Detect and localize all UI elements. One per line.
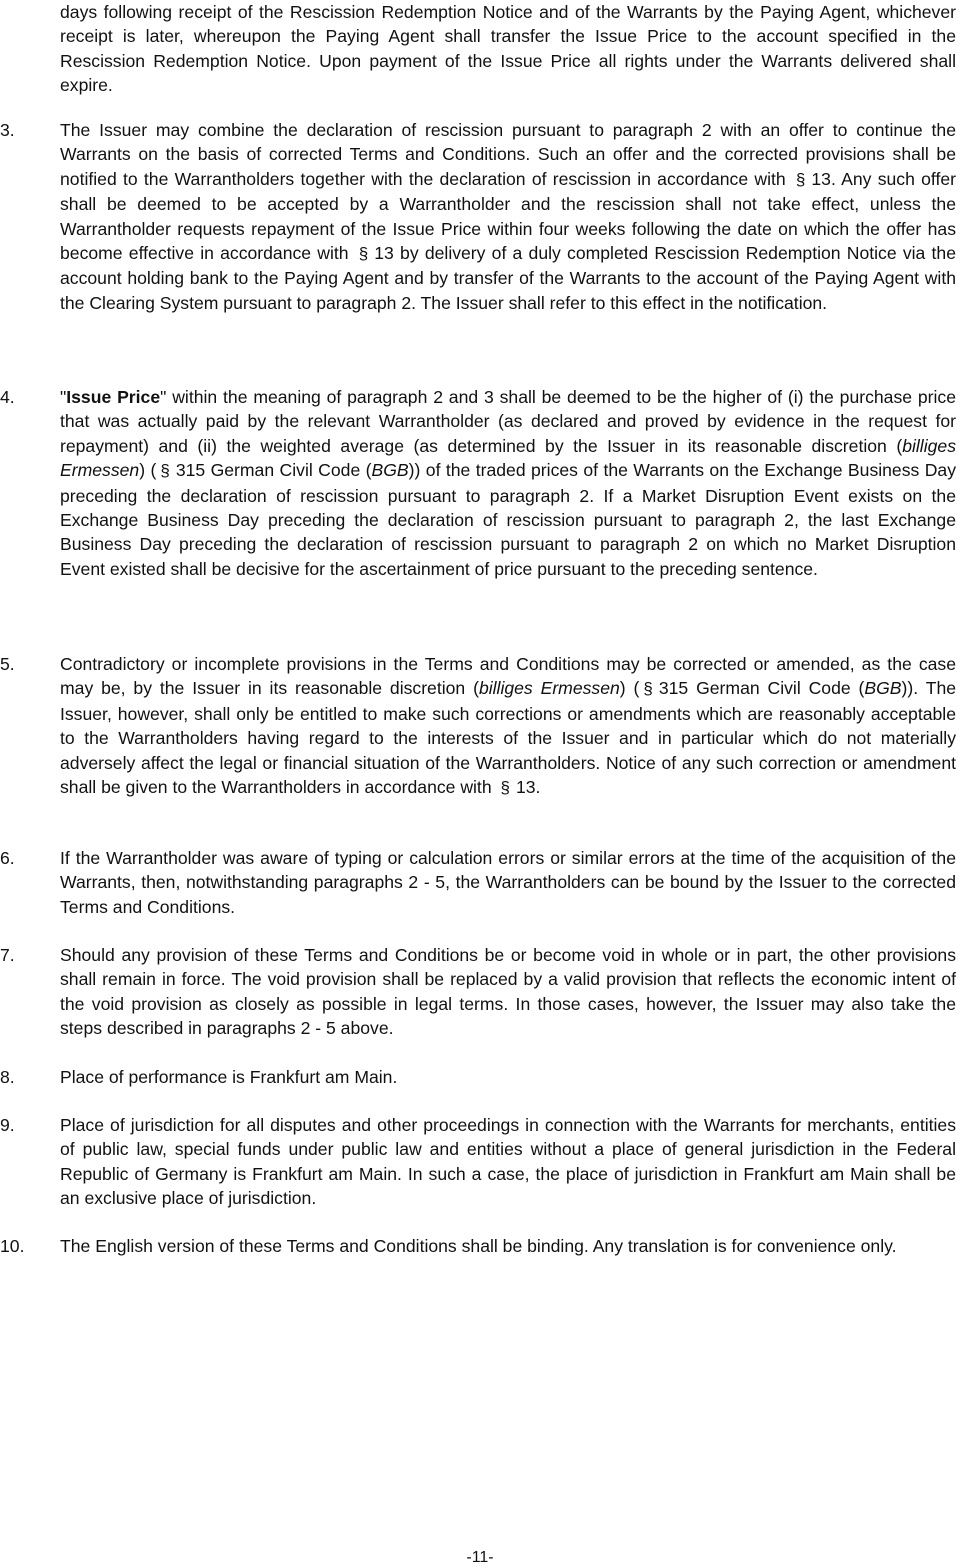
text-run: 315 German Civil Code (: [175, 460, 372, 481]
paragraph-number: 7.: [0, 945, 15, 965]
paragraph-body: [60, 943, 956, 1041]
paragraph-number: 5.: [0, 654, 15, 674]
text-run: ) (: [619, 678, 640, 699]
text-run: 13.: [515, 777, 541, 798]
text-run: The English version of these Terms and Conditions shall be binding. Any translation is for convenience only.: [60, 1236, 897, 1256]
continued-paragraph: days following receipt of the Rescission Redemption Notice and of the Warrants by the Paying Agent, whichever receipt is later, whereupon the Paying Agent shall transfer the Issue Price to the account specified in the Rescission Redemption Notice. Upon payment of the Issue Price all rights under the Warrants delivered shall expire.: [60, 2, 956, 96]
text-run: 13 by delivery of a duly completed Rescission Redemption Notice via the account holding bank to the Paying Agent and by transfer of the Warrants to the account of the Paying Agent with the Clearing System pursuant to paragraph 2. The Issuer shall refer to this effect in the notification.: [60, 243, 957, 313]
section-sign: §: [500, 778, 510, 798]
text-run: " within the meaning of paragraph 2 and 3 shall be deemed to be the higher of (i) the purchase price that was actually paid by the relevant Warrantholder (as declared and proved by evidence in the request for repayment) and (ii) the weighted average (as determined by the Issuer in its reasonable discretion (: [60, 387, 957, 456]
paragraph-number: 8.: [0, 1067, 15, 1087]
defined-term: Issue Price: [66, 387, 161, 407]
section-sign: §: [643, 679, 653, 699]
paragraph-number: 4.: [0, 387, 15, 407]
paragraph-body: [60, 385, 956, 581]
paragraph-number: 9.: [0, 1115, 15, 1135]
text-run: Contradictory or incomplete provisions in the Terms and Conditions may be corrected or amended, as the case may be, by the Issuer in its reasonable discretion (: [60, 654, 956, 699]
paragraph-body: [60, 1113, 956, 1211]
text-run: Place of performance is Frankfurt am Main.: [60, 1067, 398, 1087]
italic-term: BGB: [371, 460, 409, 481]
paragraph-number: 3.: [0, 120, 15, 140]
paragraph-body: [60, 118, 956, 315]
text-run: ) (: [139, 460, 157, 481]
paragraph-body: [60, 652, 956, 800]
paragraph-body: [60, 846, 956, 919]
text-run: Place of jurisdiction for all disputes and other proceedings in connection with the Warrants for merchants, entities of public law, special funds under public law and entities without a place of general jurisdiction in the Federal Republic of Germany is Frankfurt am Main. In such a case, the place of jurisdiction in Frankfurt am Main shall be an exclusive place of jurisdiction.: [60, 1115, 956, 1209]
text-run: 315 German Civil Code (: [658, 678, 865, 699]
text-run: Should any provision of these Terms and Conditions be or become void in whole or in part, the other provisions shall remain in force. The void provision shall be replaced by a valid provision that reflects the economic intent of the void provision as closely as possible in legal terms. In those cases, however, the Issuer may also take the steps described in paragraphs 2 - 5 above.: [60, 945, 956, 1039]
italic-term: billiges Ermessen: [60, 435, 956, 481]
paragraph-number: 6.: [0, 848, 15, 868]
text-run: )). The Issuer, however, shall only be entitled to make such corrections or amendments which are reasonably acceptable to the Warrantholders having regard to the interests of the Issuer and in particular which do not materially adversely affect the legal or financial situation of the Warrantholders. Notice of any such correction or amendment shall be given to the Warrantholders in accordance with: [60, 678, 957, 798]
text-run: 13. Any such offer shall be deemed to be accepted by a Warrantholder and the rescission shall not take effect, unless the Warrantholder requests repayment of the Issue Price within four weeks following the date on which the offer has become effective in accordance with: [60, 168, 956, 264]
italic-term: billiges Ermessen: [478, 678, 620, 699]
text-run: If the Warrantholder was aware of typing or calculation errors or similar errors at the time of the acquisition of the Warrants, then, notwithstanding paragraphs 2 - 5, the Warrantholders can be bound by the Issuer to the corrected Terms and Conditions.: [60, 848, 956, 917]
text-run: )) of the traded prices of the Warrants on the Exchange Business Day preceding the declaration of rescission pursuant to paragraph 2. If a Market Disruption Event exists on the Exchange Business Day preceding the declaration of rescission pursuant to paragraph 2, the last Exchange Business Day preceding the declaration of rescission pursuant to paragraph 2 on which no Market Disruption Event existed shall be decisive for the ascertainment of price pursuant to the preceding sentence.: [60, 460, 957, 579]
italic-term: BGB: [864, 678, 902, 699]
page-number: -11-: [466, 1549, 494, 1566]
paragraph-body: [60, 1234, 956, 1258]
section-sign: §: [358, 244, 369, 264]
paragraph-number: 10.: [0, 1236, 25, 1256]
section-sign: §: [795, 169, 806, 189]
text-run: ": [60, 387, 67, 407]
text-run: The Issuer may combine the declaration of rescission pursuant to paragraph 2 with an offer to continue the Warrants on the basis of corrected Terms and Conditions. Such an offer and the corrected provisions shall be notified to the Warrantholders together with the declaration of rescission in accordance with: [60, 120, 956, 189]
section-sign: §: [160, 461, 170, 481]
paragraph-body: [60, 1065, 956, 1089]
